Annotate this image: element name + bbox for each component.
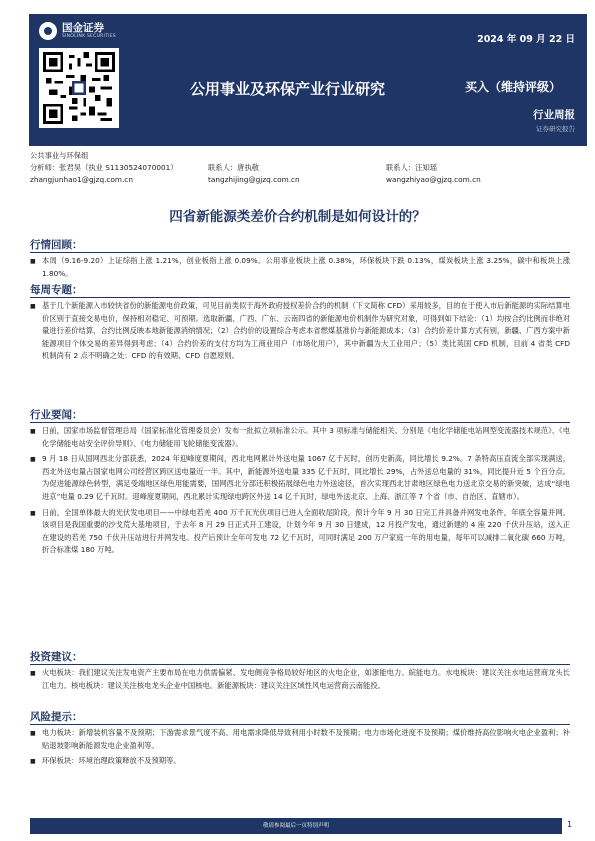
bullet-paragraph: ■ 基于几个新能源入市较快省份的新能源电价政策，可见目前类似于海外政府授权差价合约的机制（下文简称 CFD）采用较多，目的在于使入市后新能源的实际结算电价区别于直接交易电价，保持相对稳定、可预期。选取新疆、广西、广东、云南四省的新能源电价机制作为研究对象，可得到如下结论：（1）均按合约比例而非绝对量进行差价结算，合约比例反映本地新能源消纳情况；（2）合约价的设置综合考虑本省燃煤基准价与新能源成本；（3）合约价差计算方式有别，新疆、广西方案中新能源项目个体交易的差异得到考虑；（4）合约价差的支付方均为工商业用户（市场化用户），其中新疆为大工业用户；（5）类比英国 CFD 机制，目前 4 省类 CFD 机制尚有 2 点不明确之处：CFD 的有效期、CFD 自愿原则。 xyxy=(30,300,570,363)
company-logo xyxy=(39,22,116,40)
report-headline: 四省新能源类差价合约机制是如何设计的？ xyxy=(169,209,426,225)
bullet-paragraph: ■ 电力板块：新增装机容量不及预期；下游需求景气度不高、用电需求降低导致利用小时数不及预期；电力市场化进度不及预期；煤价维持高位影响火电企业盈利；补贴退坡影响新能源发电企业盈利等。 xyxy=(30,727,570,752)
section-industry-news xyxy=(30,408,570,557)
bullet-icon: ■ xyxy=(30,303,36,310)
section-title: 每周专题： xyxy=(30,284,83,296)
bullet-icon: ■ xyxy=(30,730,36,737)
bullet-paragraph: ■ 日前，国家市场监督管理总局（国家标准化管理委员会）发布一批拟立项标准公示。其中 3 项标准与储能相关。分别是《电化学储能电站网型变流器技术规范》、《电化学储能电站安全评价导则》、《电力储能用飞轮储能变流器》。 xyxy=(30,425,570,450)
bullet-paragraph: ■ 火电板块：我们建议关注发电资产主要布局在电力供需偏紧、发电侧竞争格局较好地区的火电企业，如浙能电力、皖能电力。水电板块：建议关注水电运营商龙头长江电力。核电板块：建议关注核电龙头企业中国核电。新能源板块：建议关注区域性风电运营商云南能投。 xyxy=(30,667,570,692)
report-subtype: 证券研究报告 xyxy=(536,125,575,133)
bullet-paragraph: ■ 本周（9.16-9.20）上证综指上涨 1.21%，创业板指上涨 0.09%。公用事业板块上涨 0.38%，环保板块下跌 0.13%，煤炭板块上涨 3.25%，碳中和板块上涨 1.80%。 xyxy=(30,255,570,280)
bullet-icon: ■ xyxy=(30,258,36,265)
section-market-review xyxy=(30,238,570,280)
section-divider xyxy=(30,422,570,423)
footer-disclaimer: 敬请参阅最后一页特别声明 xyxy=(30,818,562,834)
author-info xyxy=(30,150,570,186)
contact-1: 联系人：唐执敬 xyxy=(208,163,260,172)
report-type: 行业周报 xyxy=(533,109,575,121)
section-title: 行情回顾： xyxy=(30,239,83,251)
section-investment-advice xyxy=(30,650,570,692)
section-divider xyxy=(30,252,570,253)
contact-2: 联系人：汪知瑶 xyxy=(386,163,438,172)
report-header xyxy=(29,14,587,146)
logo-mark-icon xyxy=(39,22,57,40)
page-number: 1 xyxy=(567,820,573,829)
bullet-paragraph: ■ 环保板块：环境治理政策释放不及预期等。 xyxy=(30,755,570,769)
qr-code-icon xyxy=(39,48,119,128)
bullet-icon: ■ xyxy=(30,509,36,517)
analyst-name: 分析师：张君昊（执业 S1130524070001） xyxy=(30,163,178,172)
section-weekly-topic xyxy=(30,283,570,363)
bullet-icon: ■ xyxy=(30,670,36,677)
report-date: 2024 年 09 月 22 日 xyxy=(477,34,575,45)
section-title: 投资建议： xyxy=(30,651,83,663)
research-group: 公共事业与环保组 xyxy=(30,151,89,160)
email-2[interactable]: tangzhijing@gjzq.com.cn xyxy=(208,175,300,184)
report-title: 公用事业及环保产业行业研究 xyxy=(190,80,386,98)
bullet-paragraph: ■ 9 月 18 日从国网西北分部获悉，2024 年迎峰度夏期间，西北电网累计外送电量 1067 亿千瓦时，创历史新高，同比增长 9.2%。7 条特高压直流全部实现满送，西北外送电量占国家电网公司经营区跨区送电量近一半。其中，新能源外送电量 335 亿千瓦时，同比增长 29%，占外送总电量的 31%，同比提升近 5 个百分点。为促进能源绿色转型，满足受端地区绿色用能需要，国网西北分部还积极拓展绿色电力外送途径，首次实现西北甘肃地区绿色电力送北京交易的新突破，达成“绿电进京”电量 0.29 亿千瓦时。迎峰度夏期间，西北累计实现绿电跨区外送 14 亿千瓦时，绿电外送北京、上海、浙江等 7 个省（市、自治区、直辖市）。 xyxy=(30,453,570,503)
section-risk-warning xyxy=(30,710,570,769)
bullet-paragraph: ■ 日前，全国单体最大的光伏发电项目——中绿电若羌 400 万千瓦光伏项目已进入全面收尾阶段，预计今年 9 月 30 日完工并具备并网发电条件，年底全容量并网。该项目是我国重要的沙戈荒大基地项目，于去年 8 月 29 日正式开工建设，计划今年 9 月 30 日建成，12 月投产发电，通过新建的 4 座 220 千伏升压站，送入正在建设的若羌 750 千伏升压站进行并网发电。投产后预计全年可发电 72 亿千瓦时，可同时满足 200 万户家庭一年的用电量，每年可以减排二氧化碳 660 万吨，折合标准煤 180 万吨。 xyxy=(30,507,570,557)
bullet-icon: ■ xyxy=(30,428,36,435)
logo-name-en: SINOLINK SECURITIES xyxy=(62,34,116,39)
bullet-icon: ■ xyxy=(30,456,36,464)
section-divider xyxy=(30,724,570,725)
section-divider xyxy=(30,664,570,665)
rating-label: 买入（维持评级） xyxy=(465,80,562,94)
section-title: 风险提示： xyxy=(30,711,83,723)
section-divider xyxy=(30,297,570,298)
bullet-icon: ■ xyxy=(30,758,36,766)
section-title: 行业要闻： xyxy=(30,409,83,421)
logo-name-cn: 国金证券 xyxy=(62,22,104,34)
email-3[interactable]: wangzhiyao@gjzq.com.cn xyxy=(386,175,481,184)
email-1[interactable]: zhangjunhao1@gjzq.com.cn xyxy=(30,175,133,184)
